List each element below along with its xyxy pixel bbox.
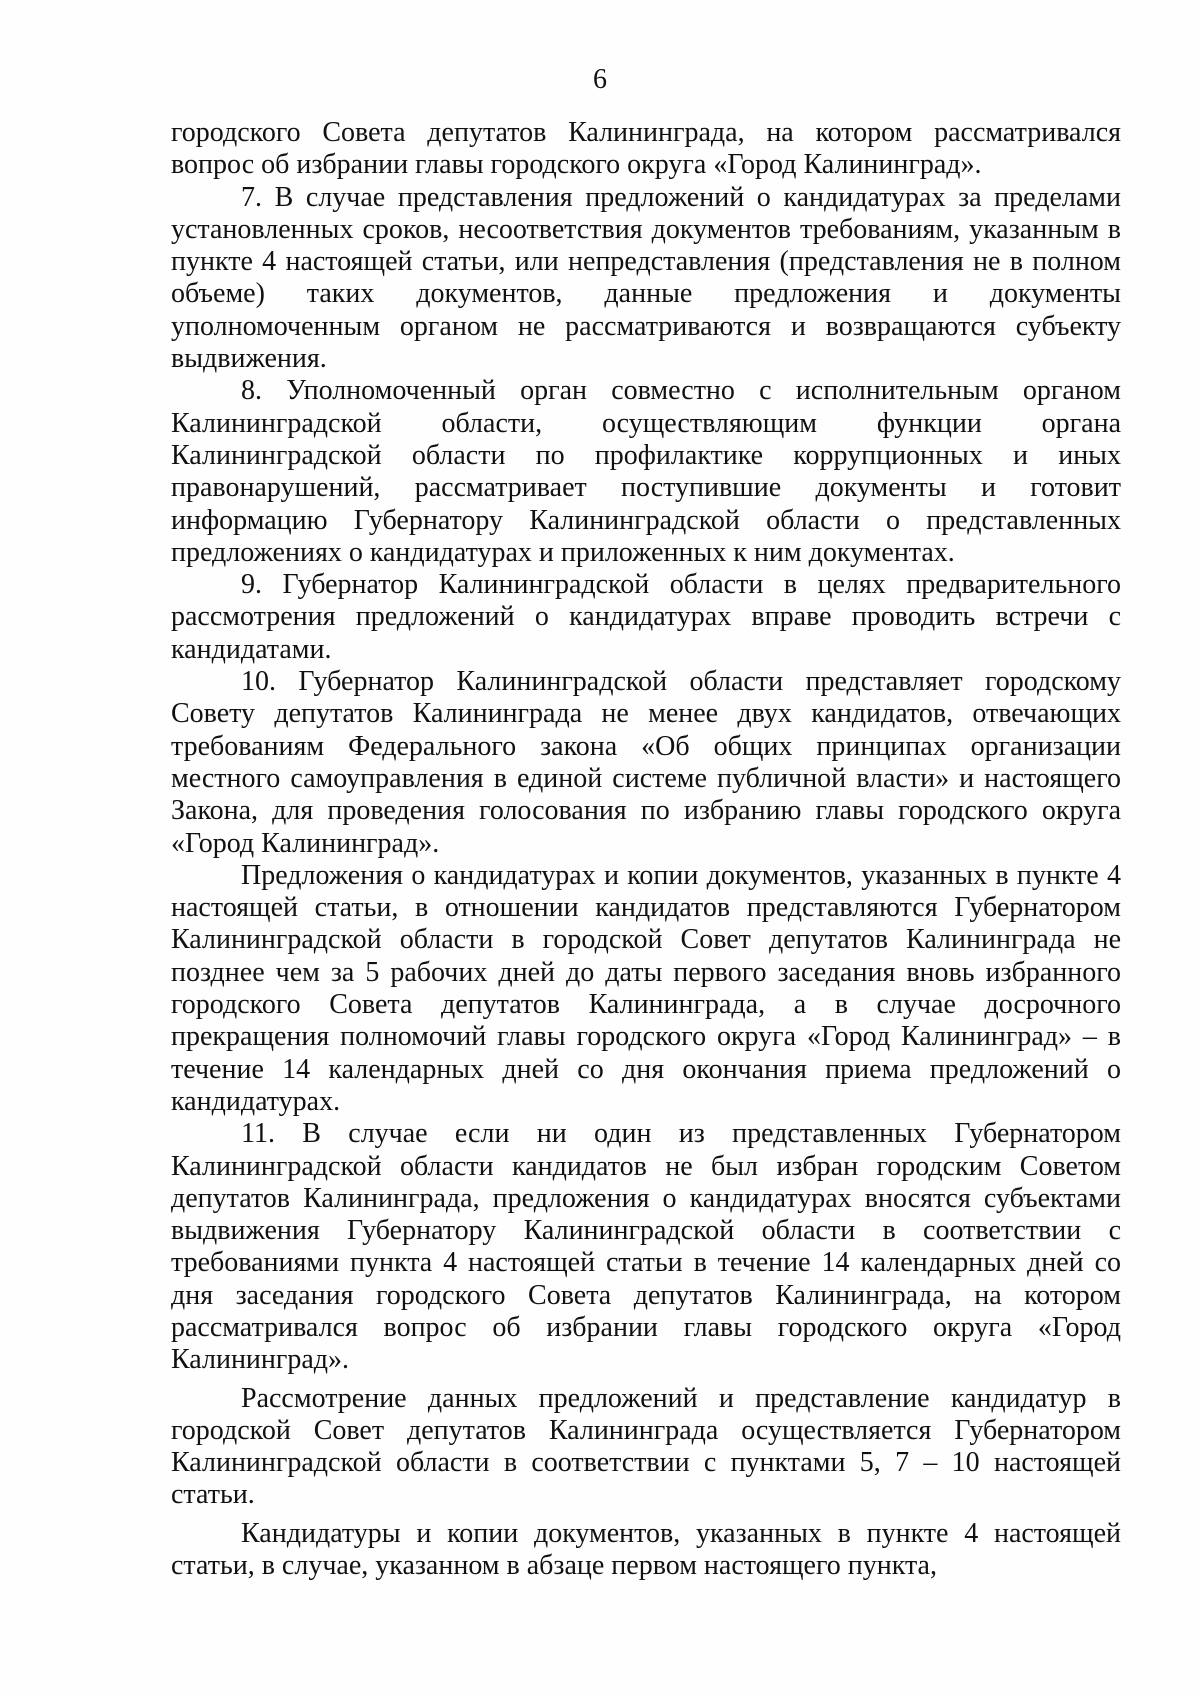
paragraph-item-11-part-3: Кандидатуры и копии документов, указанных в пункте 4 настоящей статьи, в случае, указанном в абзаце первом настоящего пункта,	[171, 1517, 1121, 1582]
paragraph-continuation: городского Совета депутатов Калининграда, на котором рассматривался вопрос об избрании главы городского округа «Город Калининград».	[171, 117, 1121, 181]
paragraph-item-9: 9. Губернатор Калининградской области в целях предварительного рассмотрения предложений о кандидатурах вправе проводить встречи с кандидатами.	[171, 569, 1121, 665]
paragraph-item-10: 10. Губернатор Калининградской области представляет городскому Совету депутатов Калининграда не менее двух кандидатов, отвечающих требованиям Федерального закона «Об общих принципах организации местного самоуправления в единой системе публичной власти» и настоящего Закона, для проведения голосования по избранию главы городского округа «Город Калининград».	[171, 666, 1121, 859]
document-body	[171, 117, 1121, 1582]
paragraph-item-10-part-2: Предложения о кандидатурах и копии документов, указанных в пункте 4 настоящей статьи, в отношении кандидатов представляются Губернатором Калининградской области в городской Совет депутатов Калининграда не позднее чем за 5 рабочих дней до даты первого заседания вновь избранного городского Совета депутатов Калининграда, а в случае досрочного прекращения полномочий главы городского округа «Город Калининград» – в течение 14 календарных дней со дня окончания приема предложений о кандидатурах.	[171, 859, 1121, 1117]
paragraph-item-11: 11. В случае если ни один из представленных Губернатором Калининградской области кандидатов не был избран городским Советом депутатов Калининграда, предложения о кандидатурах вносятся субъектами выдвижения Губернатору Калининградской области в соответствии с требованиями пункта 4 настоящей статьи в течение 14 календарных дней со дня заседания городского Совета депутатов Калининграда, на котором рассматривался вопрос об избрании главы городского округа «Город Калининград».	[171, 1118, 1121, 1376]
paragraph-item-8: 8. Уполномоченный орган совместно с исполнительным органом Калининградской области, осуществляющим функции органа Калининградской области по профилактике коррупционных и иных правонарушений, рассматривает поступившие документы и готовит информацию Губернатору Калининградской области о представленных предложениях о кандидатурах и приложенных к ним документах.	[171, 375, 1121, 568]
page-number: 6	[593, 64, 607, 95]
paragraph-item-7: 7. В случае представления предложений о кандидатурах за пределами установленных сроков, несоответствия документов требованиям, указанным в пункте 4 настоящей статьи, или непредставления (представления не в полном объеме) таких документов, данные предложения и документы уполномоченным органом не рассматриваются и возвращаются субъекту выдвижения.	[171, 181, 1121, 375]
paragraph-item-11-part-2: Рассмотрение данных предложений и представление кандидатур в городской Совет депутатов Калининграда осуществляется Губернатором Калининградской области в соответствии с пунктами 5, 7 – 10 настоящей статьи.	[171, 1382, 1121, 1511]
